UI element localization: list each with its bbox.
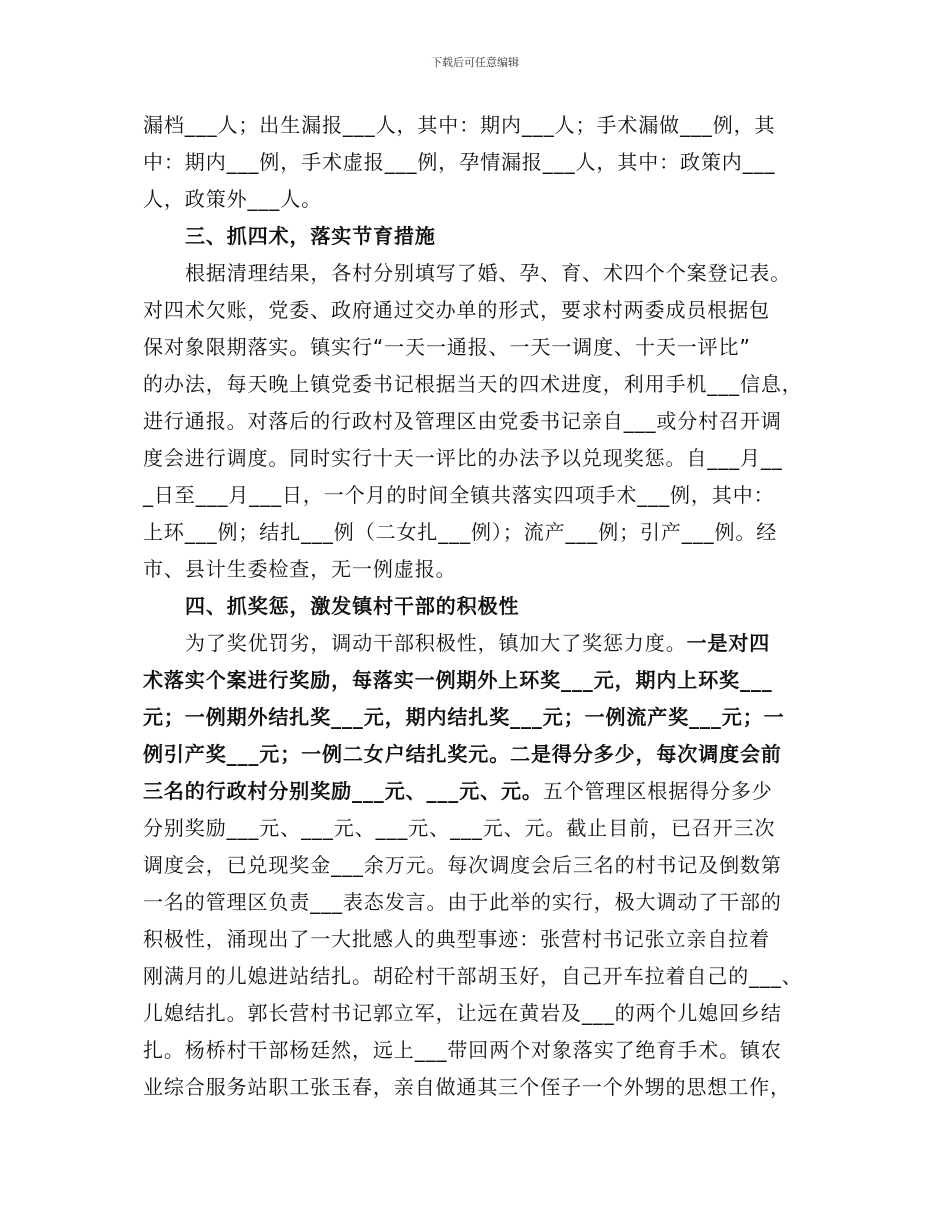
- body-line-13: 市、县计生委检查，无一例虚报。: [143, 557, 457, 581]
- body-line-25: 儿媳结扎。郭长营村书记郭立军，让远在黄岩及___的两个儿媳回乡结: [143, 1001, 782, 1025]
- body-line-23: 积极性，涌现出了一大批感人的典型事迹：张营村书记张立亲自拉着: [143, 927, 770, 951]
- body-line-19-bold: 三名的行政村分别奖励___元、___元、元。: [143, 779, 543, 803]
- body-line-1: 漏档___人；出生漏报___人，其中：期内___人；手术漏做___例，其: [143, 113, 776, 137]
- document-body: [143, 107, 823, 1106]
- body-line-8: 的办法，每天晚上镇党委书记根据当天的四术进度，利用手机___信息，: [143, 372, 803, 396]
- body-line-19-normal: 五个管理区根据得分多少: [542, 779, 773, 803]
- body-line-15: [143, 625, 823, 662]
- body-line-26: 扎。杨桥村干部杨廷然，远上___带回两个对象落实了绝育手术。镇农: [143, 1038, 782, 1062]
- body-line-27: 业综合服务站职工张玉春，亲自做通其三个侄子一个外甥的思想工作，: [143, 1075, 791, 1099]
- body-line-11: _日至___月___日，一个月的时间全镇共落实四项手术___例，其中：: [143, 483, 775, 507]
- section-heading-4: 四、抓奖惩，激发镇村干部的积极性: [185, 594, 520, 618]
- body-line-9: 进行通报。对落后的行政村及管理区由党委书记亲自___或分村召开调: [143, 409, 782, 433]
- body-line-7: 保对象限期落实。镇实行“一天一通报、一天一调度、十天一评比”: [143, 335, 751, 359]
- body-line-12: 上环___例；结扎___例（二女扎___例）；流产___例；引产___例。经: [143, 520, 778, 544]
- body-line-19: [143, 773, 823, 810]
- body-line-24: 刚满月的儿媳进站结扎。胡砼村干部胡玉好，自己开车拉着自己的___、: [143, 964, 803, 988]
- body-line-3: 人，政策外___人。: [143, 187, 322, 211]
- body-line-17: 元；一例期外结扎奖___元，期内结扎奖___元；一例流产奖___元；一: [143, 705, 785, 729]
- body-line-15-normal: 为了奖优罚劣，调动干部积极性，镇加大了奖惩力度。: [185, 631, 687, 655]
- body-line-2: 中：期内___例，手术虚报___例，孕情漏报___人，其中：政策内___: [143, 150, 776, 174]
- body-line-15-bold: 一是对四: [686, 631, 771, 655]
- body-line-10: 度会进行调度。同时实行十天一评比的办法予以兑现奖惩。自___月__: [143, 446, 783, 470]
- section-heading-3: 三、抓四术，落实节育措施: [185, 224, 436, 248]
- body-line-5: 根据清理结果，各村分别填写了婚、孕、育、术四个个案登记表。: [185, 261, 792, 285]
- body-line-18: 例引产奖___元；一例二女户结扎奖元。二是得分多少，每次调度会前: [143, 742, 782, 766]
- page-header-note: 下载后可任意编辑: [431, 56, 519, 69]
- body-line-16: 术落实个案进行奖励，每落实一例期外上环奖___元，期内上环奖___: [143, 668, 773, 692]
- body-line-20: 分别奖励___元、___元、___元、___元、元。截止目前，已召开三次: [143, 816, 776, 840]
- body-line-6: 对四术欠账，党委、政府通过交办单的形式，要求村两委成员根据包: [143, 298, 770, 322]
- body-line-21: 调度会，已兑现奖金___余万元。每次调度会后三名的村书记及倒数第: [143, 853, 782, 877]
- body-line-22: 一名的管理区负责___表态发言。由于此举的实行，极大调动了干部的: [143, 890, 782, 914]
